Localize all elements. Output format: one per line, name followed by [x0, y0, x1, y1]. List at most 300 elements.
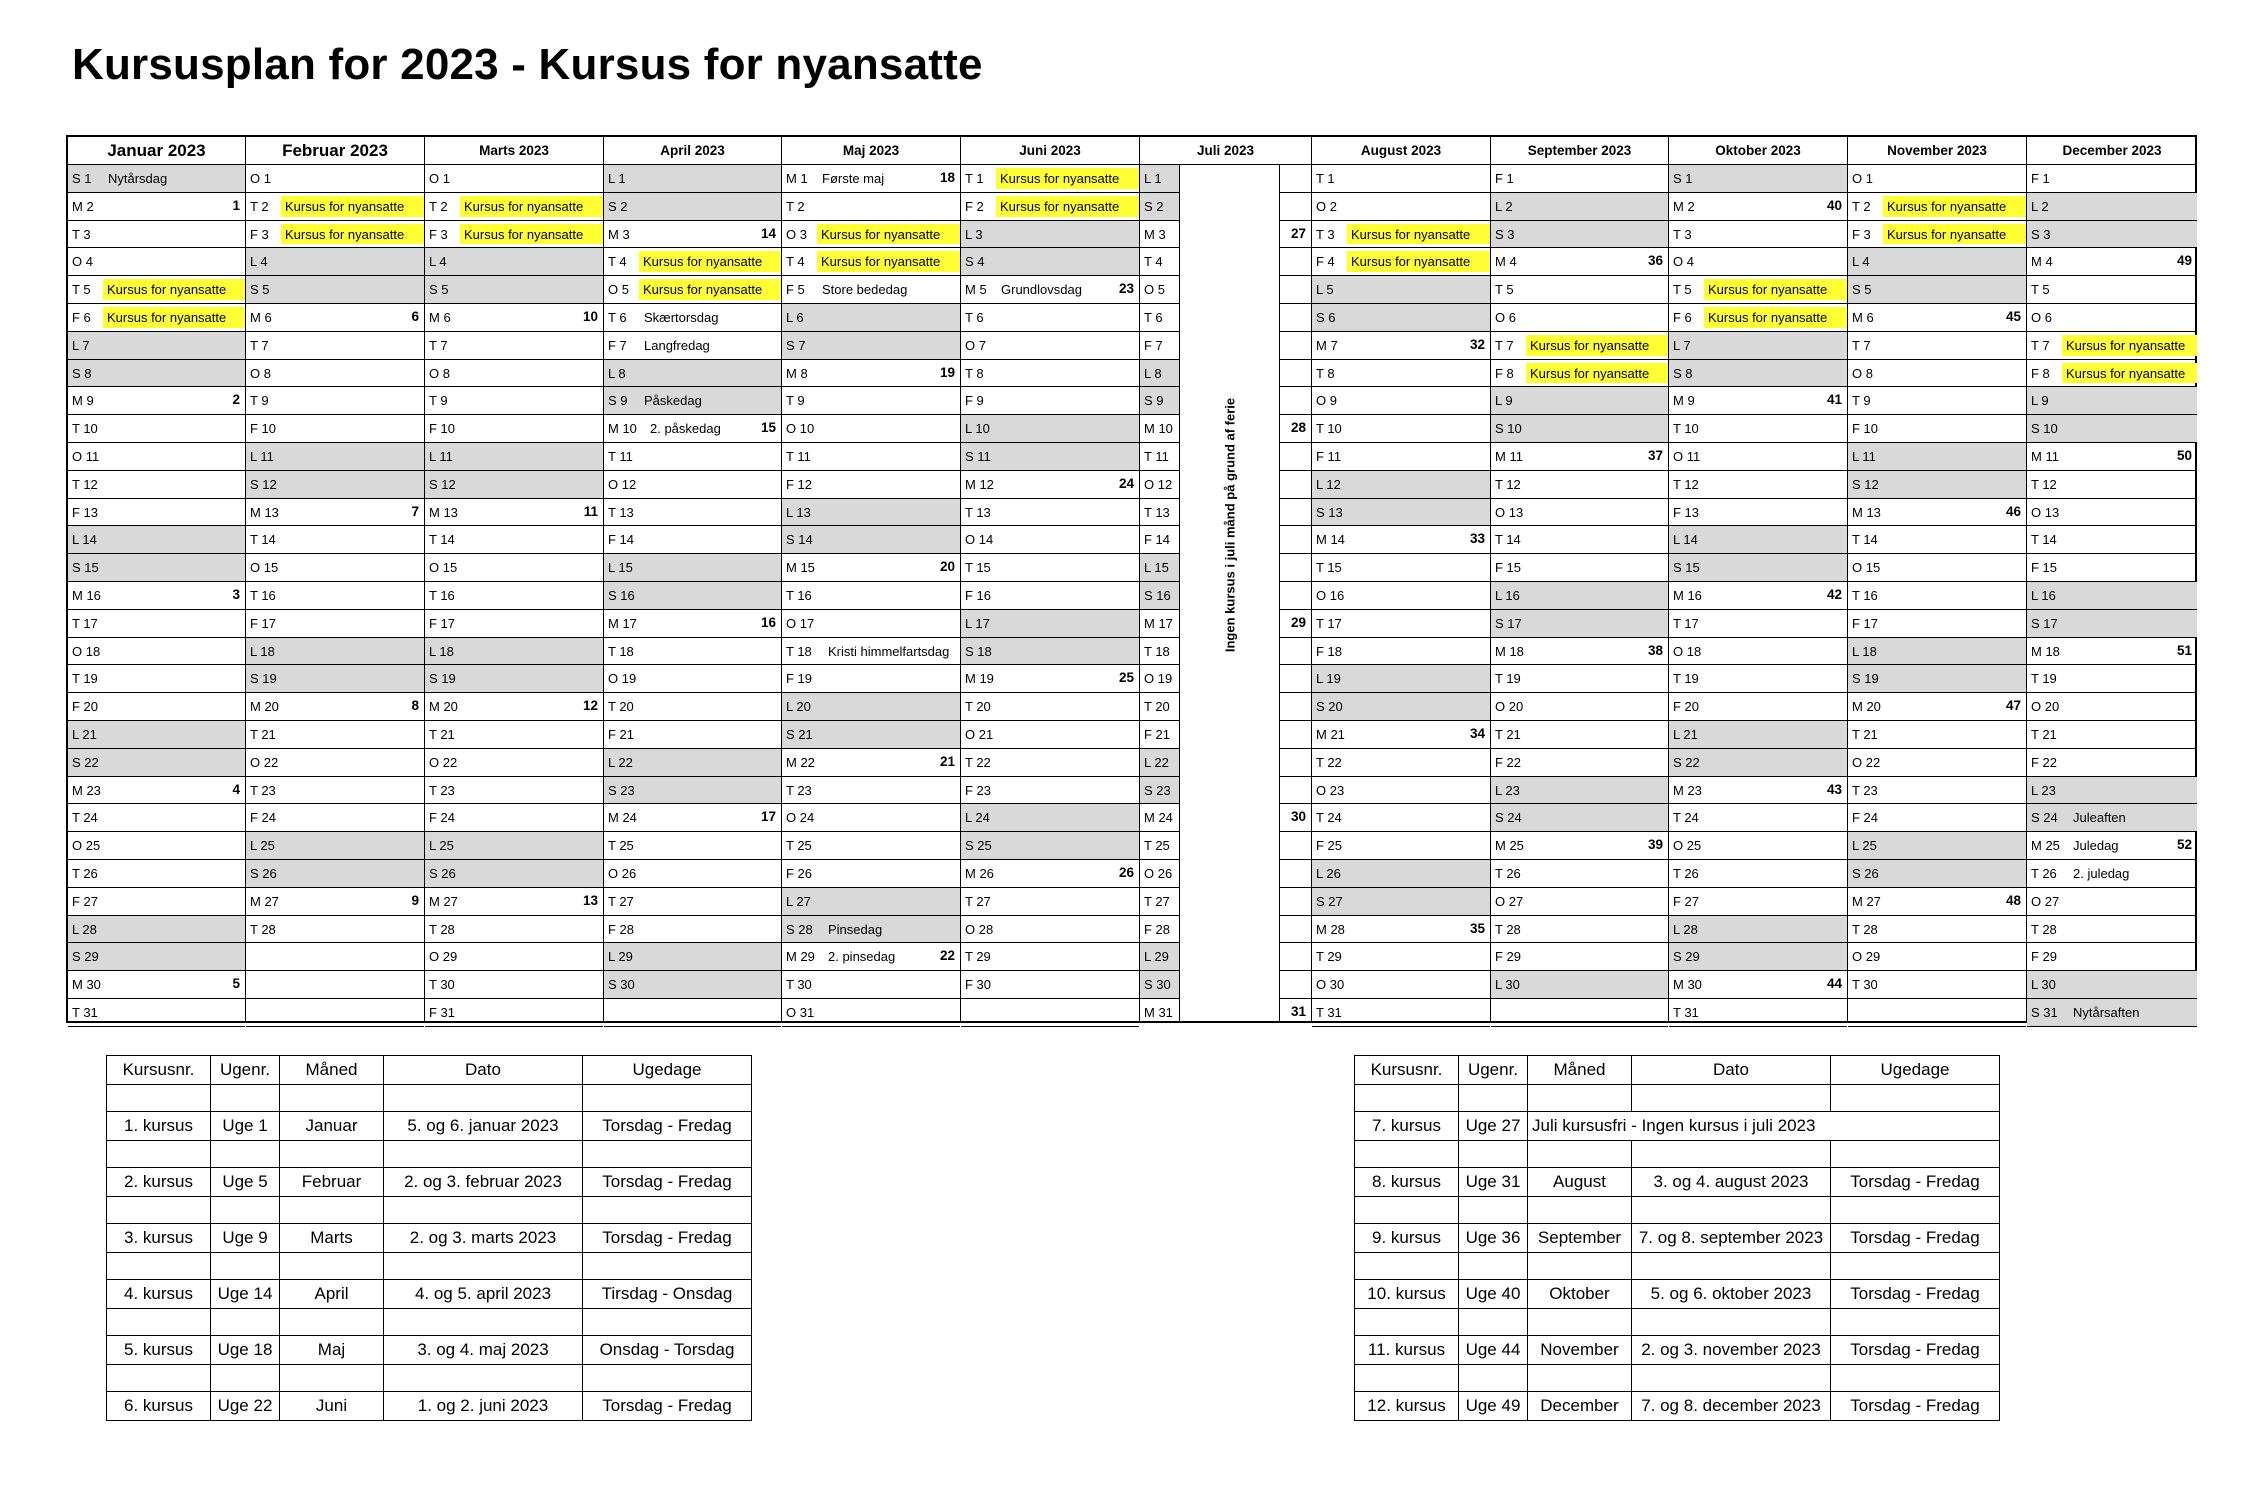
day-cell — [1140, 943, 1179, 971]
day-label: F 22 — [1495, 754, 1522, 770]
day-label: T 7 — [2031, 337, 2050, 353]
day-cell — [604, 248, 781, 276]
day-cell — [604, 360, 781, 388]
day-cell — [1312, 582, 1490, 610]
day-label: O 4 — [1673, 254, 1694, 270]
weekdays-cell: Torsdag - Fredag — [1831, 1336, 2000, 1365]
day-label: O 24 — [786, 810, 815, 826]
day-cell — [961, 777, 1139, 805]
week-number: 30 — [1290, 809, 1306, 825]
day-cell — [1669, 554, 1847, 582]
day-label: M 27 — [1852, 893, 1881, 909]
day-cell — [1491, 443, 1668, 471]
day-cell — [782, 943, 960, 971]
week-number: 14 — [760, 225, 776, 241]
day-label: L 1 — [1144, 171, 1162, 186]
week-number: 19 — [939, 364, 955, 380]
course-marker: Kursus for nyansatte — [639, 279, 781, 300]
day-cell — [782, 526, 960, 554]
day-label: T 5 — [1495, 282, 1514, 298]
day-label: T 6 — [1144, 309, 1163, 325]
day-cell — [1312, 387, 1490, 415]
day-label: O 20 — [1495, 699, 1524, 715]
day-label: T 11 — [786, 448, 811, 464]
table-row — [1355, 1392, 2000, 1421]
week-number: 1 — [232, 197, 240, 213]
course-marker: Kursus for nyansatte — [103, 307, 245, 328]
week-cell: Uge 1 — [211, 1112, 280, 1141]
day-label: T 22 — [1316, 754, 1342, 770]
day-label: L 20 — [786, 699, 811, 715]
week-cell — [1280, 387, 1311, 415]
day-cell — [961, 360, 1139, 388]
month-cell: Marts — [280, 1224, 384, 1253]
day-label: T 25 — [1144, 838, 1170, 854]
day-label: F 1 — [2031, 171, 2050, 186]
day-cell — [604, 943, 781, 971]
month-cell: Februar — [280, 1168, 384, 1197]
day-cell — [246, 610, 424, 638]
spacer-row — [1355, 1365, 2000, 1392]
day-label: L 13 — [786, 504, 811, 520]
day-label: M 5 — [965, 282, 987, 298]
empty-cell — [246, 971, 424, 999]
day-cell — [68, 888, 245, 916]
day-label: T 13 — [608, 504, 634, 520]
day-label: S 30 — [1144, 977, 1171, 993]
day-cell — [604, 749, 781, 777]
day-cell — [1491, 693, 1668, 721]
day-label: S 13 — [1316, 504, 1343, 520]
day-label: T 15 — [965, 560, 991, 576]
day-label: T 12 — [1673, 476, 1699, 492]
day-cell — [1491, 499, 1668, 527]
table-row — [107, 1224, 752, 1253]
spacer-cell — [1831, 1085, 2000, 1112]
day-cell — [604, 165, 781, 193]
month-cell: December — [1528, 1392, 1632, 1421]
day-label: O 29 — [429, 949, 458, 965]
holiday-label: Juledag — [2073, 838, 2119, 854]
day-cell — [1312, 804, 1490, 832]
spacer-cell — [107, 1197, 211, 1224]
day-cell — [1312, 554, 1490, 582]
course-marker: Kursus for nyansatte — [1883, 196, 2026, 217]
day-label: T 17 — [1316, 615, 1342, 631]
day-label: T 29 — [1316, 949, 1342, 965]
day-cell — [1140, 332, 1179, 360]
day-cell — [1140, 360, 1179, 388]
day-label: S 27 — [1316, 893, 1343, 909]
spacer-row — [107, 1197, 752, 1224]
day-label: F 7 — [608, 337, 627, 353]
weekdays-cell: Torsdag - Fredag — [583, 1168, 752, 1197]
week-cell — [1280, 943, 1311, 971]
day-cell — [782, 554, 960, 582]
day-cell — [1491, 638, 1668, 666]
spacer-cell — [384, 1085, 583, 1112]
day-label: M 15 — [786, 560, 815, 576]
day-cell — [961, 193, 1139, 221]
day-cell — [2027, 360, 2197, 388]
day-cell — [961, 499, 1139, 527]
day-label: M 17 — [1144, 615, 1173, 631]
day-cell — [1312, 916, 1490, 944]
day-label: M 10 — [608, 421, 637, 437]
month-cell: Juni — [280, 1392, 384, 1421]
day-label: T 19 — [1673, 671, 1699, 687]
day-label: T 18 — [608, 643, 634, 659]
course-number-cell: 1. kursus — [107, 1112, 211, 1141]
day-label: F 13 — [72, 504, 99, 520]
day-cell — [425, 860, 603, 888]
day-cell — [425, 415, 603, 443]
month-column — [1312, 137, 1491, 1021]
spacer-cell — [107, 1309, 211, 1336]
empty-cell — [604, 999, 781, 1027]
day-label: L 16 — [1495, 587, 1520, 603]
day-cell — [2027, 387, 2197, 415]
day-label: S 23 — [608, 782, 635, 798]
month-header: Maj 2023 — [782, 137, 960, 165]
day-cell — [425, 193, 603, 221]
day-cell — [1140, 721, 1179, 749]
day-cell — [1491, 165, 1668, 193]
day-label: T 28 — [429, 921, 455, 937]
day-cell — [1848, 665, 2026, 693]
day-label: L 9 — [1495, 393, 1513, 409]
week-number: 22 — [939, 948, 955, 964]
day-cell — [1491, 332, 1668, 360]
day-cell — [1312, 638, 1490, 666]
day-label: M 4 — [1495, 254, 1517, 270]
page-title: Kursusplan for 2023 - Kursus for nyansatte — [72, 40, 983, 89]
week-number: 25 — [1118, 670, 1134, 686]
week-cell — [1280, 749, 1311, 777]
holiday-label: Nytårsdag — [108, 171, 168, 186]
day-label: F 21 — [608, 726, 635, 742]
week-cell — [1280, 304, 1311, 332]
day-cell — [246, 638, 424, 666]
day-label: S 14 — [786, 532, 813, 548]
spacer-cell — [1632, 1365, 1831, 1392]
course-number-cell: 7. kursus — [1355, 1112, 1459, 1141]
day-cell — [1848, 165, 2026, 193]
day-cell — [68, 943, 245, 971]
day-label: M 2 — [1673, 198, 1695, 214]
day-label: S 5 — [429, 282, 449, 298]
day-label: M 18 — [2031, 643, 2060, 659]
day-label: T 14 — [1495, 532, 1521, 548]
day-cell — [68, 693, 245, 721]
course-table-right — [1354, 1055, 2000, 1421]
day-label: M 7 — [1316, 337, 1338, 353]
spacer-cell — [1831, 1365, 2000, 1392]
day-label: M 8 — [786, 365, 808, 381]
course-marker: Kursus for nyansatte — [1704, 279, 1847, 300]
week-number: 50 — [2176, 447, 2192, 463]
day-label: L 4 — [429, 254, 447, 270]
weekdays-cell: Torsdag - Fredag — [1831, 1224, 2000, 1253]
day-label: S 28 — [786, 921, 813, 937]
day-label: S 3 — [1495, 226, 1515, 242]
day-cell — [68, 304, 245, 332]
day-cell — [604, 971, 781, 999]
day-label: M 26 — [965, 865, 994, 881]
week-cell: Uge 36 — [1459, 1224, 1528, 1253]
day-cell — [1140, 693, 1179, 721]
day-label: T 10 — [72, 421, 98, 437]
day-cell — [1312, 248, 1490, 276]
header-cell: Måned — [1528, 1056, 1632, 1085]
day-label: T 24 — [1673, 810, 1699, 826]
day-label: T 24 — [1316, 810, 1342, 826]
week-number: 20 — [939, 559, 955, 575]
day-label: O 1 — [429, 171, 450, 186]
day-label: T 7 — [250, 337, 269, 353]
day-cell — [1669, 693, 1847, 721]
week-cell: Uge 22 — [211, 1392, 280, 1421]
day-cell — [604, 221, 781, 249]
month-header: Juli 2023 — [1140, 137, 1311, 165]
week-number: 4 — [232, 781, 240, 797]
day-label: L 18 — [429, 643, 454, 659]
day-label: M 17 — [608, 615, 637, 631]
day-label: L 25 — [1852, 838, 1877, 854]
day-cell — [1848, 499, 2026, 527]
day-cell — [1312, 943, 1490, 971]
day-label: O 26 — [1144, 865, 1173, 881]
day-cell — [961, 610, 1139, 638]
day-label: L 6 — [786, 309, 804, 325]
day-cell — [425, 360, 603, 388]
day-label: T 20 — [608, 699, 634, 715]
holiday-label: 2. påskedag — [650, 421, 721, 437]
day-label: F 3 — [1852, 226, 1871, 242]
day-label: M 27 — [429, 893, 458, 909]
day-label: L 2 — [2031, 198, 2049, 214]
month-column — [1491, 137, 1669, 1021]
week-cell — [1280, 276, 1311, 304]
holiday-label: Nytårsaften — [2073, 1004, 2140, 1020]
day-cell — [246, 693, 424, 721]
week-number: 6 — [411, 308, 419, 324]
day-cell — [1669, 471, 1847, 499]
week-number: 45 — [2005, 308, 2021, 324]
table-row — [1355, 1280, 2000, 1309]
spacer-cell — [384, 1253, 583, 1280]
holiday-label: 2. pinsedag — [828, 949, 896, 965]
table-row — [107, 1392, 752, 1421]
day-cell — [246, 332, 424, 360]
day-label: F 26 — [786, 865, 813, 881]
day-cell — [1669, 749, 1847, 777]
day-cell — [1140, 999, 1179, 1021]
day-label: T 21 — [1852, 726, 1878, 742]
day-label: L 12 — [1316, 476, 1341, 492]
day-label: L 30 — [2031, 977, 2056, 993]
day-label: S 12 — [250, 476, 277, 492]
day-cell — [2027, 860, 2197, 888]
week-cell — [1280, 971, 1311, 999]
day-cell — [425, 248, 603, 276]
day-label: L 11 — [1852, 448, 1876, 464]
day-cell — [246, 304, 424, 332]
day-cell — [604, 582, 781, 610]
course-marker: Kursus for nyansatte — [1526, 335, 1668, 356]
day-cell — [1312, 749, 1490, 777]
day-cell — [2027, 165, 2197, 193]
day-label: M 20 — [250, 699, 279, 715]
day-cell — [425, 888, 603, 916]
day-label: S 22 — [1673, 754, 1700, 770]
day-label: S 5 — [1852, 282, 1872, 298]
day-cell — [68, 638, 245, 666]
day-label: T 9 — [1852, 393, 1871, 409]
spacer-row — [107, 1085, 752, 1112]
week-number: 15 — [760, 420, 776, 436]
week-number: 33 — [1469, 531, 1485, 547]
spacer-cell — [1355, 1197, 1459, 1224]
day-label: L 25 — [250, 838, 275, 854]
day-cell — [604, 665, 781, 693]
header-cell: Ugedage — [1831, 1056, 2000, 1085]
holiday-label: Påskedag — [644, 393, 702, 409]
week-cell — [1280, 554, 1311, 582]
holiday-label: Store bededag — [822, 282, 908, 298]
day-cell — [425, 554, 603, 582]
day-cell — [782, 415, 960, 443]
day-label: L 19 — [1316, 671, 1341, 687]
day-cell — [1312, 665, 1490, 693]
day-cell — [961, 415, 1139, 443]
day-label: T 16 — [786, 587, 812, 603]
day-cell — [1669, 665, 1847, 693]
course-marker: Kursus for nyansatte — [2062, 363, 2197, 384]
spacer-cell — [280, 1141, 384, 1168]
day-cell — [1491, 193, 1668, 221]
day-cell — [782, 749, 960, 777]
day-cell — [961, 304, 1139, 332]
day-label: O 18 — [72, 643, 101, 659]
day-label: O 14 — [965, 532, 994, 548]
header-cell: Måned — [280, 1056, 384, 1085]
course-number-cell: 8. kursus — [1355, 1168, 1459, 1197]
day-cell — [425, 777, 603, 805]
day-label: T 7 — [429, 337, 448, 353]
day-label: M 13 — [250, 504, 279, 520]
day-label: L 8 — [608, 365, 626, 381]
day-label: T 21 — [429, 726, 455, 742]
day-cell — [1848, 777, 2026, 805]
week-cell — [1280, 916, 1311, 944]
day-label: O 8 — [250, 365, 271, 381]
day-cell — [1669, 888, 1847, 916]
day-cell — [1848, 916, 2026, 944]
day-cell — [604, 804, 781, 832]
spacer-cell — [1355, 1365, 1459, 1392]
day-label: S 10 — [2031, 421, 2058, 437]
day-label: T 16 — [429, 587, 455, 603]
week-number: 37 — [1647, 447, 1663, 463]
spacer-cell — [1831, 1197, 2000, 1224]
day-cell — [1140, 304, 1179, 332]
day-label: T 18 — [786, 643, 812, 659]
day-label: M 28 — [1316, 921, 1345, 937]
day-label: L 17 — [965, 615, 990, 631]
day-label: S 16 — [608, 587, 635, 603]
day-cell — [782, 193, 960, 221]
day-label: L 14 — [1673, 532, 1698, 548]
day-cell — [782, 721, 960, 749]
note-cell: Juli kursusfri - Ingen kursus i juli 2023 — [1528, 1112, 2000, 1141]
day-label: M 21 — [1316, 726, 1345, 742]
course-marker: Kursus for nyansatte — [817, 251, 960, 272]
day-label: O 15 — [250, 560, 279, 576]
day-cell — [604, 888, 781, 916]
day-cell — [2027, 721, 2197, 749]
day-label: T 10 — [1673, 421, 1699, 437]
day-label: L 29 — [1144, 949, 1169, 965]
course-marker: Kursus for nyansatte — [2062, 335, 2197, 356]
day-label: T 18 — [1144, 643, 1170, 659]
course-marker: Kursus for nyansatte — [1347, 251, 1490, 272]
day-cell — [1140, 276, 1179, 304]
week-number: 18 — [939, 170, 955, 185]
course-marker: Kursus for nyansatte — [996, 196, 1139, 217]
day-cell — [1669, 916, 1847, 944]
course-marker: Kursus for nyansatte — [996, 168, 1139, 189]
day-label: M 6 — [1852, 309, 1874, 325]
day-label: M 1 — [786, 171, 808, 186]
day-cell — [2027, 916, 2197, 944]
day-cell — [961, 276, 1139, 304]
day-cell — [1848, 804, 2026, 832]
day-cell — [68, 916, 245, 944]
day-label: S 19 — [429, 671, 456, 687]
course-marker: Kursus for nyansatte — [281, 224, 424, 245]
day-cell — [782, 860, 960, 888]
day-label: T 15 — [1316, 560, 1342, 576]
day-label: M 6 — [250, 309, 272, 325]
day-cell — [425, 665, 603, 693]
day-cell — [1848, 749, 2026, 777]
day-label: O 5 — [1144, 282, 1165, 298]
week-number: 34 — [1469, 725, 1485, 741]
date-cell: 5. og 6. januar 2023 — [384, 1112, 583, 1141]
course-number-cell: 9. kursus — [1355, 1224, 1459, 1253]
day-cell — [961, 693, 1139, 721]
day-label: M 2 — [72, 198, 94, 214]
empty-cell — [961, 999, 1139, 1027]
day-label: M 22 — [786, 754, 815, 770]
day-label: T 14 — [1852, 532, 1878, 548]
day-label: S 8 — [72, 365, 92, 381]
day-cell — [782, 665, 960, 693]
day-label: T 22 — [965, 754, 991, 770]
day-cell — [782, 276, 960, 304]
weekdays-cell: Tirsdag - Onsdag — [583, 1280, 752, 1309]
day-cell — [1312, 471, 1490, 499]
day-label: O 15 — [1852, 560, 1881, 576]
day-cell — [1669, 332, 1847, 360]
day-label: O 29 — [1852, 949, 1881, 965]
week-number: 13 — [582, 892, 598, 908]
day-label: M 11 — [2031, 448, 2059, 464]
day-label: S 25 — [965, 838, 992, 854]
day-cell — [604, 443, 781, 471]
day-label: S 19 — [1852, 671, 1879, 687]
